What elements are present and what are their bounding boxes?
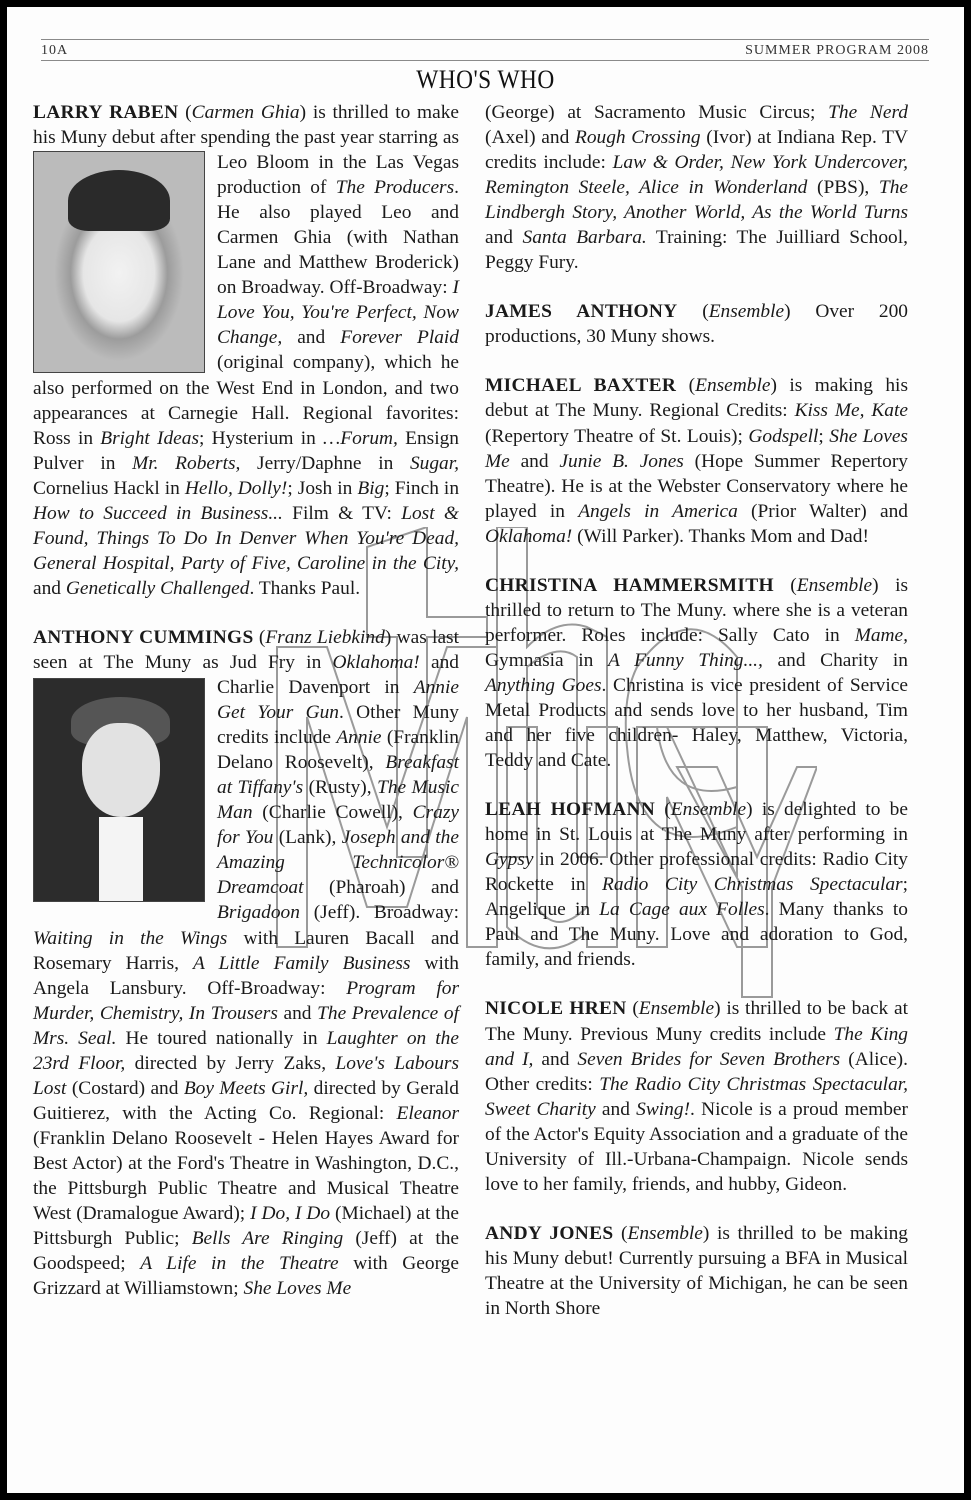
section-title: WHO'S WHO	[416, 65, 555, 94]
bio-role: Franz Liebkind	[265, 626, 385, 648]
bio-italic-title: La Cage aux Folles	[599, 899, 765, 921]
bio-name: ANDY JONES	[485, 1222, 614, 1244]
bio-text: . Thanks Paul.	[249, 577, 361, 599]
bio-text: and	[33, 577, 66, 599]
bio-text: (Costard) and	[66, 1077, 184, 1099]
bio-text: (original company), which he also performed on the West End in London, and two appearances at Carnegie Hall. Regional favorites: Ross in	[33, 352, 459, 449]
bio-name: LEAH HOFMANN	[485, 799, 656, 821]
bio-text: and	[533, 1048, 578, 1070]
bio-role: Ensemble	[670, 799, 747, 821]
bio-text: Training: The Juilliard School, Peggy Fury.	[485, 227, 908, 274]
bio-italic-title: Mame,	[854, 624, 908, 646]
bio-italic-title: Mr. Roberts,	[132, 452, 241, 474]
bio-text: ; Finch in	[384, 477, 460, 499]
bio-italic-title: The King and I,	[485, 1023, 908, 1070]
bio-text: and	[277, 1002, 318, 1024]
bio-text: (Axel) and	[485, 127, 575, 149]
bio-text: ; Josh in	[287, 477, 358, 499]
bio-text: (PBS),	[807, 177, 879, 199]
bio-italic-title: Program for Murder, Chemistry, In Trousers	[33, 977, 459, 1024]
bio-italic-title: Anything Goes	[485, 674, 602, 696]
bio-text: Over 200 productions, 30 Muny shows.	[485, 301, 908, 348]
bio-text: He toured nationally in	[116, 1027, 327, 1049]
bio-text: . Many thanks to Paul and The Muny. Love and adoration to God, family, and friends.	[485, 899, 908, 971]
photo-face	[82, 723, 160, 816]
bio-italic-title: Annie Get Your Gun	[217, 677, 459, 724]
bio-christina-hammersmith: CHRISTINA HAMMERSMITH (Ensemble) is thrilled to return to The Muny. where she is a veteran performer. Roles include: Sally Cato in Mame, Gymnasia in A Funny Thing..., and Charity in Anything Goes. Christina is vice president of Service Metal Products and sends love to her husband, Tim and her five children- Haley, Matthew, Victoria, Teddy and Cate.	[485, 574, 908, 772]
bio-text: is thrilled to be making his Muny debut! Currently pursuing a BFA in Musical Theatre at the University of Michigan, he can be seen in North Shore	[485, 1222, 908, 1319]
bio-text: (George) at Sacramento Music Circus;	[485, 102, 829, 123]
bio-italic-title: Oklahoma!	[332, 651, 420, 673]
bio-text: (Franklin Delano Roosevelt),	[217, 727, 459, 774]
bio-text: . He also played Leo and Carmen Ghia (with Nathan Lane and Matthew Broderick) on Broadway. Off-Broadway:	[217, 177, 460, 299]
bio-text: is thrilled to be back at The Muny. Previous Muny credits include	[485, 998, 908, 1045]
bio-italic-title: Seven Brides for Seven Brothers	[577, 1048, 841, 1070]
bio-italic-title: She Loves Me	[485, 425, 908, 472]
bio-text: (Michael) at the Pittsburgh Public;	[33, 1203, 460, 1250]
bio-italic-title: Big	[357, 477, 385, 499]
bio-text: (Jeff) at the Goodspeed;	[33, 1228, 460, 1275]
column-left	[33, 100, 459, 1301]
bio-italic-title: A Life in the Theatre	[140, 1253, 339, 1275]
bio-italic-title: Brigadoon	[217, 902, 300, 924]
page-number: 10A	[41, 43, 69, 58]
bio-larry-raben: LARRY RABEN (Carmen Ghia) is thrilled to make his Muny debut after spending the past year starring as Leo Bloom in the Las Vegas production of The Producers. He also played Leo and Carmen Ghia (with Nathan Lane and Matthew Broderick) on Broadway. Off-Broadway: I Love You, You're Perfect, Now Change, and Forever Plaid (original company), which he also performed on the West End in London, and two appearances at Carnegie Hall. Regional favorites: Ross in Bright Ideas; Hysterium in …Forum, Ensign Pulver in Mr. Roberts, Jerry/Daphne in Sugar, Cornelius Hackl in Hello, Dolly!; Josh in Big; Finch in How to Succeed in Business... Film & TV: Lost & Found, Things To Do In Denver When You're Dead, General Hospital, Party of Five, Caroline in the City, and Genetically Challenged. Thanks Paul.	[33, 102, 460, 599]
bio-text: (Repertory Theatre of St. Louis);	[485, 425, 749, 447]
bio-italic-title: Rough Crossing	[574, 127, 701, 149]
bio-italic-title: Boy Meets Girl,	[183, 1077, 309, 1099]
bio-italic-title: Law & Order, New York Undercover, Remington Steele, Alice in Wonderland	[485, 152, 908, 199]
bio-italic-title: A Funny Thing...,	[607, 649, 763, 671]
bio-nicole-hren: NICOLE HREN (Ensemble) is thrilled to be back at The Muny. Previous Muny credits include The King and I, and Seven Brides for Seven Brothers (Alice). Other credits: The Radio City Christmas Spectacular, Sweet Charity and Swing!. Nicole is a proud member of the Actor's Equity Association and a graduate of the University of Ill.-Urbana-Champaign. Nicole sends love to her family, friends, and hubby, Gideon.	[485, 998, 909, 1195]
bio-italic-title: Godspell	[748, 425, 819, 447]
bio-text: is delighted to be home in St. Louis at The Muny after performing in	[485, 799, 908, 846]
bio-italic-title: Forever Plaid	[340, 327, 459, 349]
bio-text: and	[282, 327, 341, 349]
bio-italic-title: Hello, Dolly!	[184, 477, 288, 499]
bio-text: (Jeff). Broadway:	[299, 902, 459, 924]
bio-italic-title: Radio City Christmas Spectacular	[602, 874, 903, 896]
bio-text: (Lank),	[273, 827, 342, 849]
bio-italic-title: Sugar,	[409, 452, 459, 474]
bio-text: (Rusty),	[303, 777, 378, 799]
bio-text: in 2006. Other professional credits: Radio City Rockette in	[485, 849, 908, 896]
bio-name: ANTHONY CUMMINGS	[33, 626, 254, 648]
bio-text: is making his debut at The Muny. Regional Credits:	[485, 375, 908, 422]
header-rule-bottom	[41, 60, 929, 61]
bio-italic-title: The Nerd	[828, 102, 908, 123]
headshot-photo-anthony-cummings	[33, 678, 205, 902]
bio-text	[321, 652, 332, 673]
bio-italic-title: …Forum,	[323, 427, 398, 449]
bio-text: (Charlie Cowell),	[252, 802, 413, 824]
bio-text: with George Grizzard at Williamstown;	[33, 1253, 459, 1300]
bio-role: Ensemble	[708, 301, 785, 323]
bio-michael-baxter: MICHAEL BAXTER (Ensemble) is making his debut at The Muny. Regional Credits: Kiss Me, Kate (Repertory Theatre of St. Louis); Godspell; She Loves Me and Junie B. Jones (Hope Summer Repertory Theatre). He is at the Webster Conservatory where he played in Angels in America (Prior Walter) and Oklahoma! (Will Parker). Thanks Mom and Dad!	[485, 375, 908, 547]
bio-italic-title: The Producers	[335, 177, 455, 199]
bio-text: ; Angelique in	[485, 874, 908, 921]
bio-italic-title: Gypsy	[485, 849, 534, 871]
bio-italic-title: The Music Man	[217, 777, 460, 824]
bio-james-anthony: JAMES ANTHONY (Ensemble) Over 200 productions, 30 Muny shows.	[485, 301, 908, 348]
bio-italic-title: Swing!	[636, 1098, 691, 1120]
bio-text: and	[485, 227, 523, 249]
bio-role: Ensemble	[627, 1222, 703, 1244]
bio-name: NICOLE HREN	[485, 998, 627, 1020]
bio-text: is thrilled to return to The Muny. where she is a veteran performer. Roles include: Sally Cato in	[485, 574, 908, 646]
bio-italic-title: Eleanor	[396, 1102, 459, 1124]
bio-text: with Angela Lansbury. Off-Broadway:	[33, 952, 459, 999]
bio-italic-title: I Do, I Do	[250, 1203, 331, 1225]
bio-italic-title: Genetically Challenged	[65, 577, 250, 599]
bio-text: with Lauren Bacall and Rosemary Harris,	[33, 927, 460, 974]
bio-text: Film & TV:	[282, 502, 402, 524]
bio-italic-title: Joseph and the Amazing Technicolor® Dreamcoat	[217, 827, 459, 899]
header-rule-top	[41, 39, 929, 40]
bio-italic-title: Crazy for You	[217, 802, 459, 849]
bio-name: LARRY RABEN	[33, 102, 179, 123]
bio-andy-jones: ANDY JONES (Ensemble) is thrilled to be making his Muny debut! Currently pursuing a BFA in Musical Theatre at the University of Michigan, he can be seen in North Shore	[485, 1222, 908, 1319]
bio-text: year starring as Leo Bloom in the Las Vegas production of	[217, 127, 459, 199]
bio-name: CHRISTINA HAMMERSMITH	[485, 574, 774, 596]
bio-text: (Alice). Other credits:	[485, 1048, 908, 1095]
publication-title: SUMMER PROGRAM 2008	[745, 43, 929, 58]
bio-text: Jerry/Daphne in	[240, 452, 410, 474]
bio-role: Carmen Ghia	[191, 102, 300, 123]
bio-text: ;	[818, 425, 830, 447]
bio-text: . Christina is vice president of Service Metal Products and sends love to her husband, Tim and her five children- Haley, Matthew, Victoria, Teddy and Cate.	[485, 674, 908, 772]
bio-name: MICHAEL BAXTER	[485, 375, 677, 397]
column-right	[485, 100, 908, 1345]
bio-anthony-cummings-continued	[485, 100, 908, 275]
bio-text: directed by Gerald Guitierez, with the Acting Co. Regional:	[33, 1077, 459, 1124]
bio-italic-title: Kiss Me, Kate	[794, 400, 908, 422]
photo-hair	[68, 170, 170, 232]
program-page	[7, 7, 964, 1493]
bio-text: . Other Muny credits include	[217, 702, 459, 749]
bio-italic-title: Santa Barbara.	[522, 227, 647, 249]
bio-text: ; Hysterium in	[199, 427, 324, 449]
bio-text: was last seen at The Muny as Jud Fry in	[33, 626, 459, 673]
bio-italic-title: I Love You, You're Perfect, Now Change,	[217, 277, 459, 349]
bio-italic-title: She Loves Me	[243, 1278, 352, 1300]
headshot-photo-larry-raben	[33, 151, 205, 373]
bio-text: directed by Jerry Zaks,	[125, 1052, 336, 1074]
bio-text: Ensign Pulver in	[33, 427, 459, 474]
bio-text: and Charlie Davenport in	[217, 651, 459, 699]
bio-italic-title: Lost & Found, Things To Do In Denver When You're Dead, General Hospital, Party of Five, Caroline in the City,	[33, 502, 459, 574]
bio-italic-title: Angels in America	[578, 500, 738, 522]
bio-text: Cornelius Hackl in	[33, 477, 185, 499]
bio-name: JAMES ANTHONY	[485, 301, 678, 323]
bio-role: Ensemble	[695, 375, 771, 397]
bio-italic-title: A Little Family Business	[193, 952, 411, 974]
bio-text: and	[595, 1098, 637, 1120]
bio-italic-title: The Radio City Christmas Spectacular, Sweet Charity	[485, 1073, 909, 1120]
bio-italic-title: Breakfast at Tiffany's	[217, 752, 459, 799]
bio-italic-title: The Prevalence of Mrs. Seal.	[33, 1002, 459, 1049]
bio-text: (Hope Summer Repertory Theatre). He is at the Webster Conservatory where he played in	[485, 450, 908, 522]
bio-text: and Charity in	[762, 649, 908, 671]
bio-italic-title: Waiting in the Wings	[33, 927, 228, 949]
bio-text: (Will Parker). Thanks Mom and Dad!	[572, 525, 869, 547]
bio-text: . Nicole is a proud member of the Actor's Equity Association and a graduate of the University of Ill.-Urbana-Champaign. Nicole sends love to her family, friends, and hubby, Gideon.	[485, 1098, 908, 1195]
bio-anthony-cummings: ANTHONY CUMMINGS (Franz Liebkind) was last seen at The Muny as Jud Fry in Oklahoma! and Charlie Davenport in Annie Get Your Gun. Other Muny credits include Annie (Franklin Delano Roosevelt), Breakfast at Tiffany's (Rusty), The Music Man (Charlie Cowell), Crazy for You (Lank), Joseph and the Amazing Technicolor® Dreamcoat (Pharoah) and Brigadoon (Jeff). Broadway: Waiting in the Wings with Lauren Bacall and Rosemary Harris, A Little Family Business with Angela Lansbury. Off-Broadway: Program for Murder, Chemistry, In Trousers and The Prevalence of Mrs. Seal. He toured nationally in Laughter on the 23rd Floor, directed by Jerry Zaks, Love's Labours Lost (Costard) and Boy Meets Girl, directed by Gerald Guitierez, with the Acting Co. Regional: Eleanor (Franklin Delano Roosevelt - Helen Hayes Award for Best Actor) at the Ford's Theatre in Washington, D.C., the Pittsburgh Public Theatre and Musical Theatre West (Dramalogue Award); I Do, I Do (Michael) at the Pittsburgh Public; Bells Are Ringing (Jeff) at the Goodspeed; A Life in the Theatre with George Grizzard at Williamstown; She Loves Me	[33, 626, 460, 1300]
bio-italic-title: Laughter on the 23rd Floor,	[33, 1027, 459, 1074]
bio-text: Gymnasia in	[485, 649, 608, 671]
bio-text: (Pharoah) and	[303, 877, 459, 899]
bio-text: (Franklin Delano Roosevelt - Helen Hayes Award for Best Actor) at the Ford's Theatre in Washington, D.C., the Pittsburgh Public Theatre and Musical Theatre West (Dramalogue Award);	[33, 1127, 459, 1225]
bio-italic-title: Junie B. Jones	[559, 450, 684, 472]
bio-text: is thrilled to make his Muny debut after spending the past	[33, 102, 459, 149]
bio-text: (Prior Walter) and	[737, 500, 908, 522]
bio-italic-title: Oklahoma!	[485, 525, 573, 547]
bio-italic-title: The Lindbergh Story, Another World, As the World Turns	[485, 177, 908, 224]
bio-text: (Ivor) at Indiana Rep. TV credits include:	[485, 127, 908, 174]
bio-italic-title: Annie	[336, 727, 382, 749]
bio-leah-hofmann: LEAH HOFMANN (Ensemble) is delighted to be home in St. Louis at The Muny after performing in Gypsy in 2006. Other professional credits: Radio City Rockette in Radio City Christmas Spectacular; Angelique in La Cage aux Folles. Many thanks to Paul and The Muny. Love and adoration to God, family, and friends.	[485, 799, 908, 971]
bio-italic-title: Bright Ideas	[100, 427, 200, 449]
bio-role: Ensemble	[638, 998, 715, 1020]
photo-shirt	[99, 817, 143, 902]
bio-italic-title: How to Succeed in Business...	[33, 502, 283, 524]
bio-text: and	[509, 450, 560, 472]
bio-italic-title: Bells Are Ringing	[191, 1228, 344, 1250]
bio-italic-title: Love's Labours Lost	[33, 1052, 459, 1099]
bio-role: Ensemble	[796, 574, 873, 596]
